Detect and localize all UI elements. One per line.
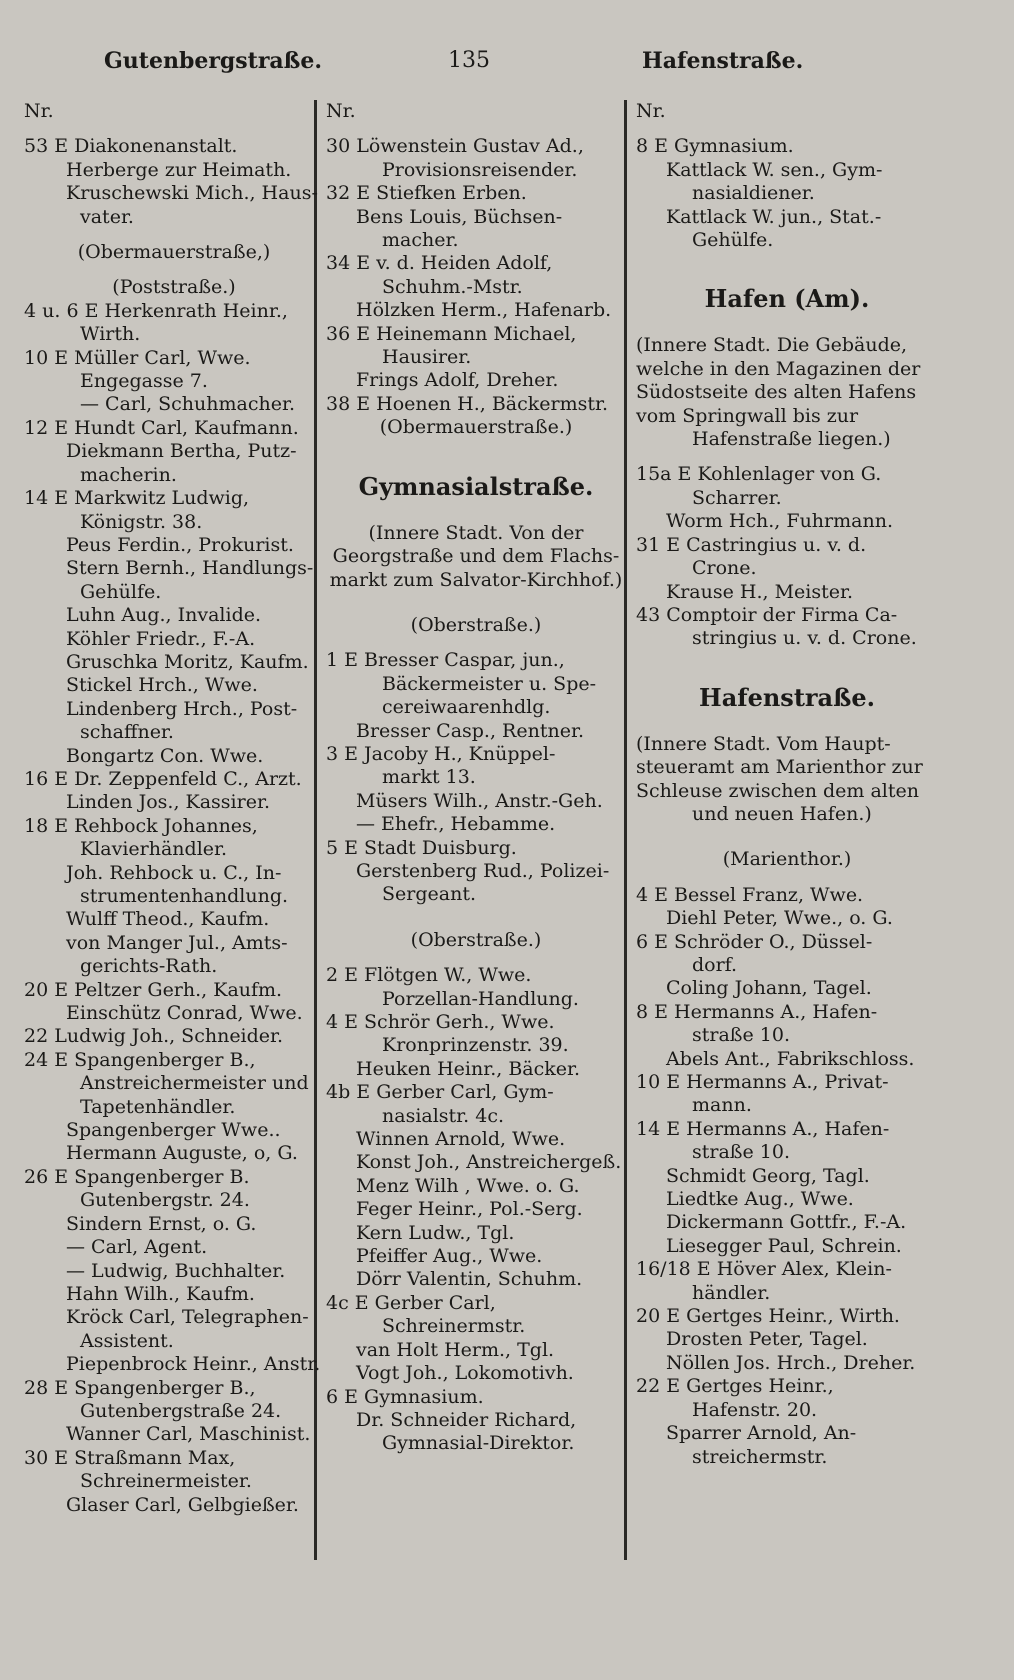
entry: Schreinermstr. [382,1315,526,1338]
entry: 28 E Spangenberger B., [24,1376,256,1399]
entry: Diekmann Bertha, Putz- [66,440,297,463]
street-description: steueramt am Marienthor zur [636,756,923,779]
entry: Nöllen Jos. Hrch., Dreher. [666,1351,916,1374]
entry: Bongartz Con. Wwe. [66,744,264,767]
entry: Kattlack W. jun., Stat.- [666,205,882,228]
entry: Hafenstr. 20. [692,1398,818,1421]
entry: Vogt Joh., Lokomotivh. [356,1362,574,1385]
entry: Kruschewski Mich., Haus- [66,182,318,205]
entry: Stern Bernh., Handlungs- [66,557,314,580]
entry: Hölzken Herm., Hafenarb. [356,299,612,322]
street-description: Hafenstraße liegen.) [692,428,891,451]
entry: 5 E Stadt Duisburg. [326,836,517,859]
entry: Liedtke Aug., Wwe. [666,1188,854,1211]
entry: 53 E Diakonenanstalt. [24,135,238,158]
section-note: (Obermauerstraße,) [77,241,271,264]
section-note: (Oberstraße.) [410,928,542,951]
entry: Kröck Carl, Telegraphen- [66,1306,309,1329]
entry: 24 E Spangenberger B., [24,1048,256,1071]
entry: 43 Comptoir der Firma Ca- [636,603,898,626]
street-description: Georgstraße und dem Flachs- [332,545,620,568]
entry: Lindenberg Hrch., Post- [66,697,298,720]
entry: Assistent. [80,1329,174,1352]
entry: Krause H., Meister. [666,580,854,603]
entry: 4b E Gerber Carl, Gym- [326,1081,554,1104]
entry: 10 E Müller Carl, Wwe. [24,346,251,369]
street-description: (Innere Stadt. Vom Haupt- [636,732,891,755]
entry: Einschütz Conrad, Wwe. [66,1002,303,1025]
entry: Menz Wilh , Wwe. o. G. [356,1174,580,1197]
street-description: (Innere Stadt. Die Gebäude, [636,334,908,357]
entry: Feger Heinr., Pol.-Serg. [356,1198,583,1221]
entry: Königstr. 38. [80,510,203,533]
entry: 15a E Kohlenlager von G. [636,463,882,486]
section-note: (Oberstraße.) [410,613,542,636]
entry: Bens Louis, Büchsen- [356,205,563,228]
entry: Sergeant. [382,883,476,906]
entry: Crone. [692,557,757,580]
entry: 34 E v. d. Heiden Adolf, [326,252,553,275]
entry: Schuhm.-Mstr. [382,275,523,298]
entry: 6 E Schröder O., Düssel- [636,930,873,953]
entry: gerichts-Rath. [80,955,218,978]
entry: 14 E Markwitz Ludwig, [24,487,250,510]
entry: cereiwaarenhdlg. [382,696,551,719]
street-description: Schleuse zwischen dem alten [636,779,919,802]
entry: Kern Ludw., Tgl. [356,1221,515,1244]
entry: Schreinermeister. [80,1470,252,1493]
entry: Piepenbrock Heinr., Anstr. [66,1353,321,1376]
street-description: Südostseite des alten Hafens [636,381,917,404]
entry: Anstreichermeister und [80,1072,309,1095]
entry: Dörr Valentin, Schuhm. [356,1268,583,1291]
running-head-right: Hafenstraße. [642,48,804,74]
entry: nasialdiener. [692,182,815,205]
entry: Frings Adolf, Dreher. [356,369,559,392]
entry: 12 E Hundt Carl, Kaufmann. [24,416,299,439]
entry: Bresser Casp., Rentner. [356,719,584,742]
entry: 22 E Gertges Heinr., [636,1375,834,1398]
entry: 4 u. 6 E Herkenrath Heinr., [24,299,288,322]
entry: 30 Löwenstein Gustav Ad., [326,135,584,158]
entry: Wirth. [80,323,141,346]
entry: 18 E Rehbock Johannes, [24,814,258,837]
entry: Peus Ferdin., Prokurist. [66,533,294,556]
entry: Tapetenhändler. [80,1095,236,1118]
entry: Gruschka Moritz, Kaufm. [66,650,309,673]
entry: 20 E Gertges Heinr., Wirth. [636,1305,900,1328]
section-note: (Obermauerstraße.) [379,416,573,439]
entry: mann. [692,1094,752,1117]
entry: macher. [382,229,459,252]
entry: Gehülfe. [80,580,162,603]
entry: Wulff Theod., Kaufm. [66,908,270,931]
column-2 [326,100,626,1456]
entry: Scharrer. [692,486,782,509]
entry: 6 E Gymnasium. [326,1385,484,1408]
entry: 2 E Flötgen W., Wwe. [326,964,532,987]
entry: 14 E Hermanns A., Hafen- [636,1117,890,1140]
section-note: (Poststraße.) [112,276,236,299]
entry: Gutenbergstraße 24. [80,1399,282,1422]
entry: streichermstr. [692,1445,828,1468]
entry: Gerstenberg Rud., Polizei- [356,859,610,882]
entry: Konst Joh., Anstreichergeß. [356,1151,622,1174]
entry: Herberge zur Heimath. [66,158,292,181]
entry: — Carl, Agent. [66,1236,208,1259]
entry: 4c E Gerber Carl, [326,1291,496,1314]
entry: Gehülfe. [692,229,774,252]
entry: Luhn Aug., Invalide. [66,604,262,627]
entry: strumentenhandlung. [80,885,289,907]
nr-label: Nr. [636,100,666,122]
entry: macherin. [80,463,177,486]
nr-label: Nr. [24,100,54,122]
street-description: (Innere Stadt. Von der [368,521,584,544]
running-head-left: Gutenbergstraße. [104,48,323,74]
entry: 1 E Bresser Caspar, jun., [326,649,565,672]
street-description: welche in den Magazinen der [636,357,921,380]
entry: Engegasse 7. [80,370,208,393]
entry: 8 E Gymnasium. [636,135,794,158]
entry: Linden Jos., Kassirer. [66,791,270,814]
entry: 31 E Castringius u. v. d. [636,533,867,556]
entry: Hausirer. [382,346,472,369]
entry: 38 E Hoenen H., Bäckermstr. [326,392,609,415]
entry: Diehl Peter, Wwe., o. G. [666,907,893,930]
entry: Wanner Carl, Maschinist. [66,1423,311,1446]
entry: Dickermann Gottfr., F.-A. [666,1211,907,1234]
entry: stringius u. v. d. Crone. [692,627,917,650]
entry: 20 E Peltzer Gerh., Kaufm. [24,978,283,1001]
entry: — Ludwig, Buchhalter. [66,1259,286,1282]
entry: Heuken Heinr., Bäcker. [356,1057,581,1080]
street-heading: Hafen (Am). [704,284,870,314]
entry: Sindern Ernst, o. G. [66,1212,257,1235]
entry: Porzellan-Handlung. [382,987,579,1010]
entry: 16 E Dr. Zeppenfeld C., Arzt. [24,767,302,790]
entry: straße 10. [692,1024,790,1047]
entry: von Manger Jul., Amts- [66,931,288,954]
entry: Kronprinzenstr. 39. [382,1034,569,1057]
street-description: vom Springwall bis zur [636,404,859,427]
entry: Sparrer Arnold, An- [666,1422,857,1445]
entry: Bäckermeister u. Spe- [382,672,597,695]
entry: 16/18 E Höver Alex, Klein- [636,1258,892,1281]
entry: Liesegger Paul, Schrein. [666,1234,902,1257]
entry: Hahn Wilh., Kaufm. [66,1282,255,1305]
entry: Worm Hch., Fuhrmann. [666,510,893,533]
entry: nasialstr. 4c. [382,1104,505,1127]
entry: van Holt Herm., Tgl. [356,1338,555,1361]
entry: Winnen Arnold, Wwe. [356,1128,566,1151]
entry: dorf. [692,953,738,976]
entry: Gutenbergstr. 24. [80,1189,250,1212]
entry: Dr. Schneider Richard, [356,1408,577,1431]
column-3 [636,100,938,1469]
entry: 32 E Stiefken Erben. [326,182,527,205]
entry: Joh. Rehbock u. C., In- [66,861,282,884]
entry: vater. [80,205,134,228]
entry: — Carl, Schuhmacher. [80,393,296,416]
entry: Hermann Auguste, o, G. [66,1142,298,1165]
entry: schaffner. [80,721,174,744]
entry: 10 E Hermanns A., Privat- [636,1071,889,1093]
entry: markt 13. [382,766,476,789]
street-description: und neuen Hafen.) [692,802,872,825]
section-note: (Marienthor.) [722,848,852,871]
entry: Provisionsreisender. [382,158,578,181]
entry: Pfeiffer Aug., Wwe. [356,1245,543,1268]
entry: Drosten Peter, Tagel. [666,1328,868,1351]
entry: 4 E Bessel Franz, Wwe. [636,883,864,906]
entry: 3 E Jacoby H., Knüppel- [326,742,556,765]
street-description: markt zum Salvator-Kirchhof.) [329,568,623,591]
entry: Köhler Friedr., F.-A. [66,627,256,650]
page-number: 135 [448,48,490,73]
entry: Kattlack W. sen., Gym- [666,158,883,181]
entry: händler. [692,1281,771,1304]
entry: Coling Johann, Tagel. [666,977,872,1000]
entry: Glaser Carl, Gelbgießer. [66,1493,299,1516]
nr-label: Nr. [326,100,356,122]
entry: straße 10. [692,1141,790,1164]
entry: 4 E Schrör Gerh., Wwe. [326,1011,555,1033]
street-heading: Gymnasialstraße. [358,471,594,501]
entry: Müsers Wilh., Anstr.-Geh. [356,789,603,812]
entry: Abels Ant., Fabrikschloss. [666,1047,915,1070]
column-1 [24,100,324,1517]
entry: Stickel Hrch., Wwe. [66,674,258,697]
entry: Spangenberger Wwe.. [66,1119,281,1142]
entry: 36 E Heinemann Michael, [326,322,577,345]
entry: Schmidt Georg, Tagl. [666,1164,870,1187]
entry: Klavierhändler. [80,838,228,861]
entry: 22 Ludwig Joh., Schneider. [24,1025,284,1048]
entry: — Ehefr., Hebamme. [356,813,556,836]
entry: 26 E Spangenberger B. [24,1165,250,1188]
entry: Gymnasial-Direktor. [382,1432,575,1455]
entry: 8 E Hermanns A., Hafen- [636,1000,878,1023]
street-heading: Hafenstraße. [699,682,875,712]
entry: 30 E Straßmann Max, [24,1446,236,1469]
